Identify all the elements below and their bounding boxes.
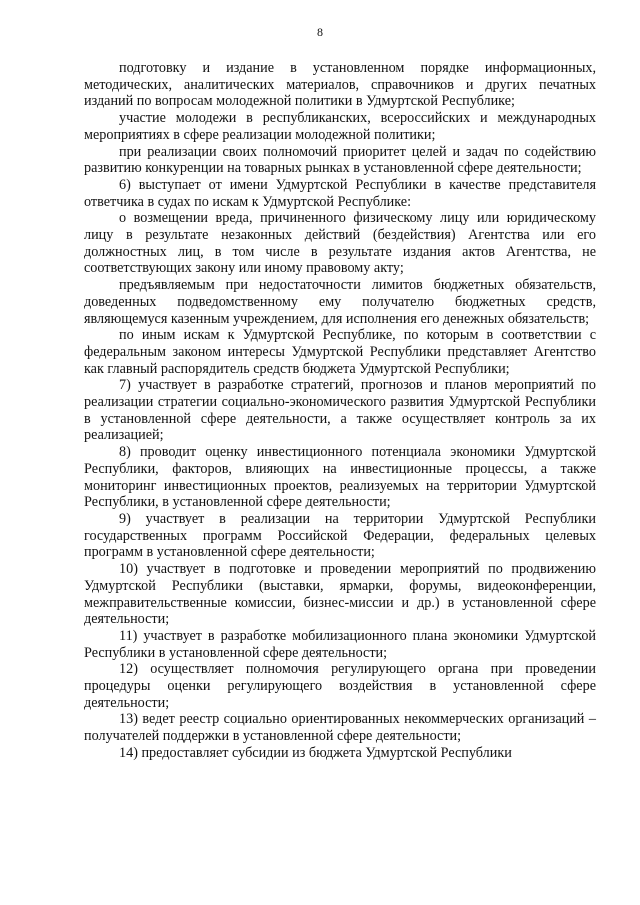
paragraph-item-budget-limits: предъявляемым при недостаточности лимитов бюджетных обязательств, доведенных подведомственному ему получателю бюджетных средств, являющемуся казенным учреждением, для исполнения его денежных обязательств; — [84, 277, 596, 327]
paragraph-item-11-mobilization: 11) участвует в разработке мобилизационного плана экономики Удмуртской Республики в установленной сфере деятельности; — [84, 627, 596, 661]
paragraph-item-9-programs: 9) участвует в реализации на территории Удмуртской Республики государственных программ Российской Федерации, федеральных целевых программ в установленной сфере деятельности; — [84, 510, 596, 561]
paragraph-item-competition-priority: при реализации своих полномочий приоритет целей и задач по содействию развитию конкуренции на товарных рынках в установленной сфере деятельности; — [84, 143, 596, 177]
paragraph-item-damages: о возмещении вреда, причиненного физическому лицу или юридическому лицу в результате незаконных действий (бездействия) Агентства или его должностных лиц, в том числе в результате издания актов Агентства, не соответствующих закону или иному правовому акту; — [84, 210, 596, 277]
paragraph-item-13-registry: 13) ведет реестр социально ориентированных некоммерческих организаций – получателей поддержки в установленной сфере деятельности; — [84, 711, 596, 745]
paragraph-item-6-court-representation: 6) выступает от имени Удмуртской Республики в качестве представителя ответчика в судах по искам к Удмуртской Республике: — [84, 176, 596, 210]
paragraph-item-other-claims: по иным искам к Удмуртской Республике, по которым в соответствии с федеральным законом интересы Удмуртской Республики представляет Агентство как главный распорядитель средств бюджета Удмуртской Республики; — [84, 327, 596, 377]
paragraph-item-7-strategies: 7) участвует в разработке стратегий, прогнозов и планов мероприятий по реализации стратегии социально-экономического развития Удмуртской Республики в установленной сфере деятельности, а также осуществляет контроль за их реализацией; — [84, 377, 596, 444]
paragraph-item-12-regulatory: 12) осуществляет полномочия регулирующего органа при проведении процедуры оценки регулирующего воздействия в установленной сфере деятельности; — [84, 661, 596, 711]
paragraph-item-8-investment: 8) проводит оценку инвестиционного потенциала экономики Удмуртской Республики, факторов, влияющих на инвестиционные процессы, а также мониторинг инвестиционных проектов, реализуемых на территории Удмуртской Республики, в установленной сфере деятельности; — [84, 444, 596, 511]
paragraph-item-youth-participation: участие молодежи в республиканских, всероссийских и международных мероприятиях в сфере реализации молодежной политики; — [84, 110, 596, 143]
page-number: 8 — [317, 25, 323, 39]
paragraph-item-publications: подготовку и издание в установленном порядке информационных, методических, аналитических материалов, справочников и других печатных изданий по вопросам молодежной политики в Удмуртской Республике; — [84, 60, 596, 110]
document-body — [84, 60, 596, 762]
paragraph-item-10-promotion: 10) участвует в подготовке и проведении мероприятий по продвижению Удмуртской Республики (выставки, ярмарки, форумы, видеоконференции, межправительственные комиссии, бизнес-миссии и др.) в установленной сфере деятельности; — [84, 561, 596, 628]
paragraph-item-14-subsidies: 14) предоставляет субсидии из бюджета Удмуртской Республики — [119, 744, 512, 761]
